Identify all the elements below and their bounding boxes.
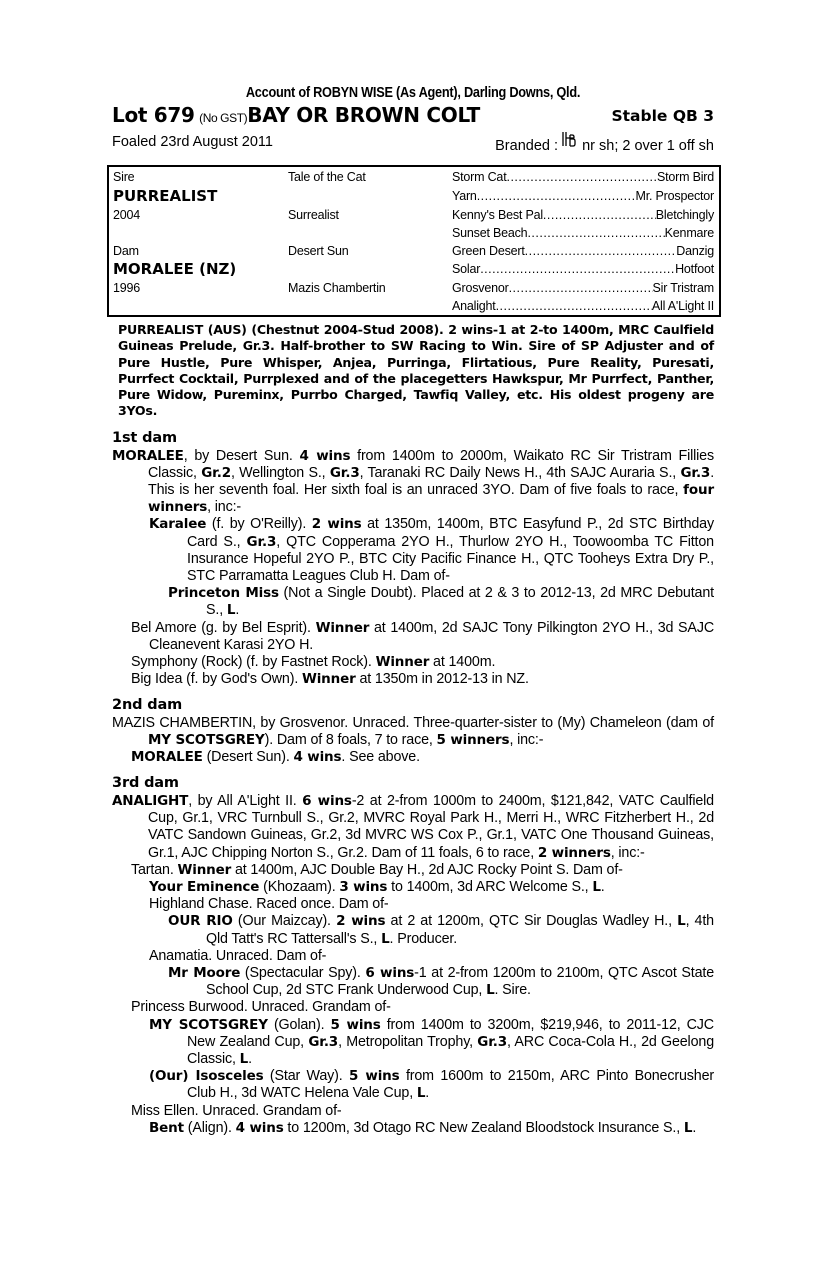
text: to 1400m, 3d ARC Welcome S.,: [387, 878, 593, 895]
leader-dots: [477, 187, 636, 205]
text: from 1400m to 3200m, $219,946, to 2011-12, CJC New Zealand Cup,: [187, 1016, 714, 1050]
text: Anamatia. Unraced. Dam of-: [149, 947, 327, 964]
pedigree-entry: [112, 715, 714, 749]
pedigree-entry: [112, 1068, 714, 1102]
bold-text: 4 wins: [235, 1119, 284, 1136]
catalogue-page: [112, 84, 714, 153]
text: (Not a Single Doubt). Placed at 2 & 3 to 2012-13, 2d MRC Debutant S.,: [206, 585, 714, 619]
bold-text: Winner: [375, 653, 430, 670]
bold-text: Gr.3: [680, 464, 711, 481]
text: (Star Way).: [263, 1068, 349, 1085]
gg-left: Yarn: [452, 189, 477, 203]
text: , inc:-: [509, 732, 544, 749]
grandsire-paternal: Tale of the Cat: [288, 170, 366, 184]
text: , 4th Qld Tatt's RC Tattersall's S.,: [206, 913, 714, 947]
bold-text: Gr.3: [246, 533, 277, 550]
text: , Taranaki RC Daily News H., 4th SAJC Auraria S.,: [359, 464, 681, 481]
text: .: [600, 878, 605, 895]
pedigree-entry: [112, 620, 714, 654]
bold-text: 2 wins: [311, 516, 362, 533]
text: .: [425, 1085, 430, 1102]
text: (f. by O'Reilly).: [206, 516, 312, 533]
bold-text: 3 wins: [339, 878, 388, 895]
family-history: [112, 430, 714, 1137]
text: (Spectacular Spy).: [240, 964, 366, 981]
gg-right: Bletchingly: [655, 208, 714, 222]
bold-text: Winner: [177, 861, 232, 878]
gg-right: Sir Tristram: [652, 281, 714, 295]
dam-name: MORALEE (NZ): [113, 260, 237, 278]
text: .: [248, 1051, 252, 1067]
bold-text: 2 winners: [537, 844, 611, 861]
text: Princess Burwood. Unraced. Grandam of-: [131, 999, 391, 1016]
pedigree-entry: [112, 585, 714, 619]
gg-right: All A'Light II: [651, 299, 714, 313]
pedigree-entry: [112, 913, 714, 947]
text: Bel Amore (g. by Bel Esprit).: [131, 619, 316, 636]
lot-number: Lot 679: [112, 103, 195, 127]
text: . Producer.: [389, 930, 458, 947]
leader-dots: [543, 206, 656, 224]
bold-text: Gr.3: [308, 1033, 339, 1050]
section-heading: 1st dam: [112, 430, 177, 446]
horse-description: BAY OR BROWN COLT: [247, 103, 480, 127]
bold-text: L: [226, 602, 236, 619]
bold-text: Bent: [149, 1119, 184, 1136]
gg-right: Kenmare: [664, 226, 714, 240]
great-grandparent-row: [452, 279, 714, 297]
sire-label: Sire: [113, 170, 135, 184]
pedigree-entry: [112, 862, 714, 879]
text: at 2 at 1200m, QTC Sir Douglas Wadley H.,: [385, 913, 678, 930]
gg-right: Mr. Prospector: [635, 189, 714, 203]
leader-dots: [509, 279, 653, 297]
text: at 1400m, AJC Double Bay H., 2d AJC Rocky Point S. Dam of-: [231, 861, 623, 878]
pedigree-entry: [112, 671, 714, 688]
text: at 1400m.: [429, 653, 496, 670]
bold-text: four winners: [148, 481, 714, 516]
text: , by Desert Sun.: [183, 447, 300, 464]
text: -1 at 2-from 1200m to 2100m, QTC Ascot State School Cup, 2d STC Frank Underwood Cup,: [206, 964, 714, 999]
leader-dots: [480, 260, 675, 278]
branded-label: Branded :: [495, 138, 559, 154]
bold-text: Winner: [301, 671, 356, 688]
great-grandparent-row: [452, 260, 714, 278]
bold-text: 5 winners: [436, 732, 510, 749]
bold-text: Gr.2: [201, 464, 231, 481]
text: , Metropolitan Trophy,: [338, 1033, 478, 1050]
pedigree-entry: [112, 749, 714, 766]
leader-dots: [496, 297, 652, 315]
pedigree-entry: [112, 948, 714, 965]
text: . Sire.: [494, 982, 531, 999]
text: .: [235, 602, 240, 619]
bold-text: L: [239, 1051, 249, 1067]
bold-text: L: [416, 1085, 426, 1102]
gg-left: Sunset Beach: [452, 226, 528, 240]
pedigree-entry: [112, 1017, 714, 1069]
text: , Wellington S.,: [230, 464, 330, 481]
gg-left: Solar: [452, 262, 481, 276]
text: , inc:-: [207, 499, 242, 516]
bold-text: Karalee: [149, 516, 207, 533]
brand-mark-icon: [562, 131, 576, 154]
bold-text: 6 wins: [365, 964, 415, 981]
pedigree-table: [107, 165, 721, 317]
great-grandparent-row: [452, 242, 714, 260]
gg-left: Analight: [452, 299, 496, 313]
gg-right: Hotfoot: [675, 262, 714, 276]
text: (Align).: [183, 1119, 236, 1136]
text: from 1600m to 2150m, ARC Pinto Bonecrusher Club H., 3d WATC Helena Vale Cup,: [187, 1068, 714, 1102]
bold-text: Your Eminence: [149, 878, 260, 895]
leader-dots: [506, 168, 656, 186]
bold-text: Gr.3: [329, 464, 360, 481]
text: Symphony (Rock) (f. by Fastnet Rock).: [131, 653, 376, 670]
bold-text: Gr.3: [477, 1033, 508, 1050]
section-heading: 3rd dam: [112, 775, 179, 792]
text: at 1350m, 1400m, BTC Easyfund P., 2d STC Birthday Card S.,: [187, 516, 714, 550]
sire-year: 2004: [113, 208, 141, 222]
text: Highland Chase. Raced once. Dam of-: [149, 896, 389, 913]
gg-left: Storm Cat: [452, 170, 507, 184]
bold-text: 6 wins: [302, 792, 352, 809]
text: from 1400m to 2000m, Waikato RC Sir Tristram Fillies Classic,: [148, 447, 714, 481]
bold-text: L: [486, 982, 495, 999]
stable-location: Stable QB 3: [611, 107, 714, 125]
bold-text: ANALIGHT: [112, 792, 189, 809]
gg-right: Storm Bird: [656, 170, 714, 184]
text: , ARC Coca-Cola H., 2d Geelong Classic,: [187, 1033, 714, 1067]
brand-info: [495, 131, 714, 157]
bold-text: L: [381, 930, 390, 947]
gg-left: Green Desert: [452, 244, 525, 258]
text: . This is her seventh foal. Her sixth foal is an unraced 3YO. Dam of five foals to race,: [148, 464, 715, 498]
pedigree-entry: [112, 879, 714, 896]
foaled-line: [112, 131, 714, 153]
granddam-maternal: Mazis Chambertin: [288, 281, 386, 295]
text: at 1350m in 2012-13 in NZ.: [355, 671, 529, 688]
text: , inc:-: [610, 844, 645, 861]
text: , QTC Copperama 2YO H., Thurlow 2YO H., Toowoomba TC Fitton Insurance Hopeful 2YO P., BTC City Pacific Finance H., QTC Tooheys Extra Dry P., STC Parramatta Leagues Club H. Dam of-: [187, 533, 714, 584]
text: (Our Maizcay).: [232, 913, 337, 930]
leader-dots: [527, 224, 664, 242]
bold-text: MORALEE: [131, 749, 203, 766]
pedigree-entry: [112, 1103, 714, 1120]
text: (Khozaam).: [259, 878, 340, 895]
bold-text: (Our) Isosceles: [149, 1068, 264, 1085]
text: .: [692, 1119, 697, 1136]
leader-dots: [525, 242, 677, 260]
gg-right: Danzig: [676, 244, 714, 258]
dam-label: Dam: [113, 244, 139, 258]
pedigree-entry: [112, 965, 714, 999]
bold-text: Winner: [315, 619, 370, 636]
dam-year: 1996: [113, 281, 141, 295]
pedigree-entry: [112, 654, 714, 671]
bold-text: MORALEE: [112, 447, 184, 464]
pedigree-entry: [112, 793, 714, 862]
text: at 1400m, 2d SAJC Tony Pilkington 2YO H., 3d SAJC Cleanevent Karasi 2YO H.: [149, 619, 714, 653]
great-grandparent-row: [452, 168, 714, 186]
great-grandparent-row: [452, 297, 714, 315]
great-grandparent-row: [452, 206, 714, 224]
text: -2 at 2-from 1000m to 2400m, $121,842, VATC Caulfield Cup, Gr.1, VRC Turnbull S., Gr.2, MVRC Royal Park H., Merri H., WRC Fitzherbert H., 2d VATC Sandown Guineas, Gr.2, 3d MVRC WS Cox P., Gr.1, VATC One Thousand Guineas, Gr.1, AJC Chipping Norton S., Gr.2. Dam of 11 foals, 6 to race,: [148, 792, 714, 861]
bold-text: L: [592, 878, 601, 895]
bold-text: 4 wins: [293, 749, 342, 766]
text: Tartan.: [131, 861, 178, 878]
text: Miss Ellen. Unraced. Grandam of-: [131, 1102, 342, 1119]
bold-text: 5 wins: [349, 1068, 400, 1085]
bold-text: L: [683, 1119, 693, 1136]
text: (Desert Sun).: [202, 749, 294, 766]
text: to 1200m, 3d Otago RC New Zealand Bloodstock Insurance S.,: [283, 1119, 684, 1136]
granddam-paternal: Surrealist: [288, 208, 339, 222]
section-heading: 2nd dam: [112, 697, 183, 714]
pedigree-entry: [112, 1120, 714, 1137]
gg-left: Grosvenor: [452, 281, 509, 295]
text: , by All A'Light II.: [188, 792, 303, 809]
pedigree-entry: [112, 448, 714, 517]
great-grandparent-row: [452, 187, 714, 205]
sire-name: PURREALIST: [113, 187, 218, 205]
text: Big Idea (f. by God's Own).: [131, 671, 302, 688]
vendor-account: Account of ROBYN WISE (As Agent), Darling Downs, Qld.: [245, 85, 581, 101]
bold-text: OUR RIO: [168, 913, 233, 930]
foaled-date: Foaled 23rd August 2011: [112, 134, 273, 150]
text: ). Dam of 8 foals, 7 to race,: [264, 732, 437, 749]
text: . See above.: [341, 749, 420, 766]
gg-left: Kenny's Best Pal: [452, 208, 543, 222]
great-grandparent-row: [452, 224, 714, 242]
pedigree-entry: [112, 896, 714, 913]
text: (Golan).: [267, 1016, 331, 1033]
grandsire-maternal: Desert Sun: [288, 244, 349, 258]
pedigree-entry: [112, 516, 714, 585]
branded-detail: nr sh; 2 over 1 off sh: [582, 138, 714, 154]
sire-biography: PURREALIST (AUS) (Chestnut 2004-Stud 2008). 2 wins-1 at 2-to 1400m, MRC Caulfield Guineas Prelude, Gr.3. Half-brother to SW Racing to Win. Sire of SP Adjuster and of Pure Hustle, Pure Whisper, Anjea, Purringa, Flirtatious, Pure Reality, Puresati, Purrfect Cocktail, Purrplexed and of the placegetters Hawkspur, Mr Purrfect, Panther, Pure Widow, Pureminx, Purrbo Charged, Tawfiq Valley, etc. His oldest progeny are 3YOs.: [118, 322, 714, 419]
bold-text: L: [677, 913, 686, 930]
bold-text: Princeton Miss: [168, 585, 279, 602]
bold-text: 5 wins: [330, 1016, 381, 1033]
pedigree-entry: [112, 999, 714, 1016]
text: MAZIS CHAMBERTIN, by Grosvenor. Unraced. Three-quarter-sister to (My) Chameleon (dam of: [112, 714, 714, 731]
bold-text: Mr Moore: [168, 964, 241, 981]
bold-text: 4 wins: [299, 447, 351, 464]
lot-title-line: [112, 103, 714, 127]
gst-note: (No GST): [199, 111, 248, 125]
bold-text: MY SCOTSGREY: [148, 732, 265, 749]
bold-text: MY SCOTSGREY: [149, 1016, 268, 1033]
bold-text: 2 wins: [336, 913, 386, 930]
